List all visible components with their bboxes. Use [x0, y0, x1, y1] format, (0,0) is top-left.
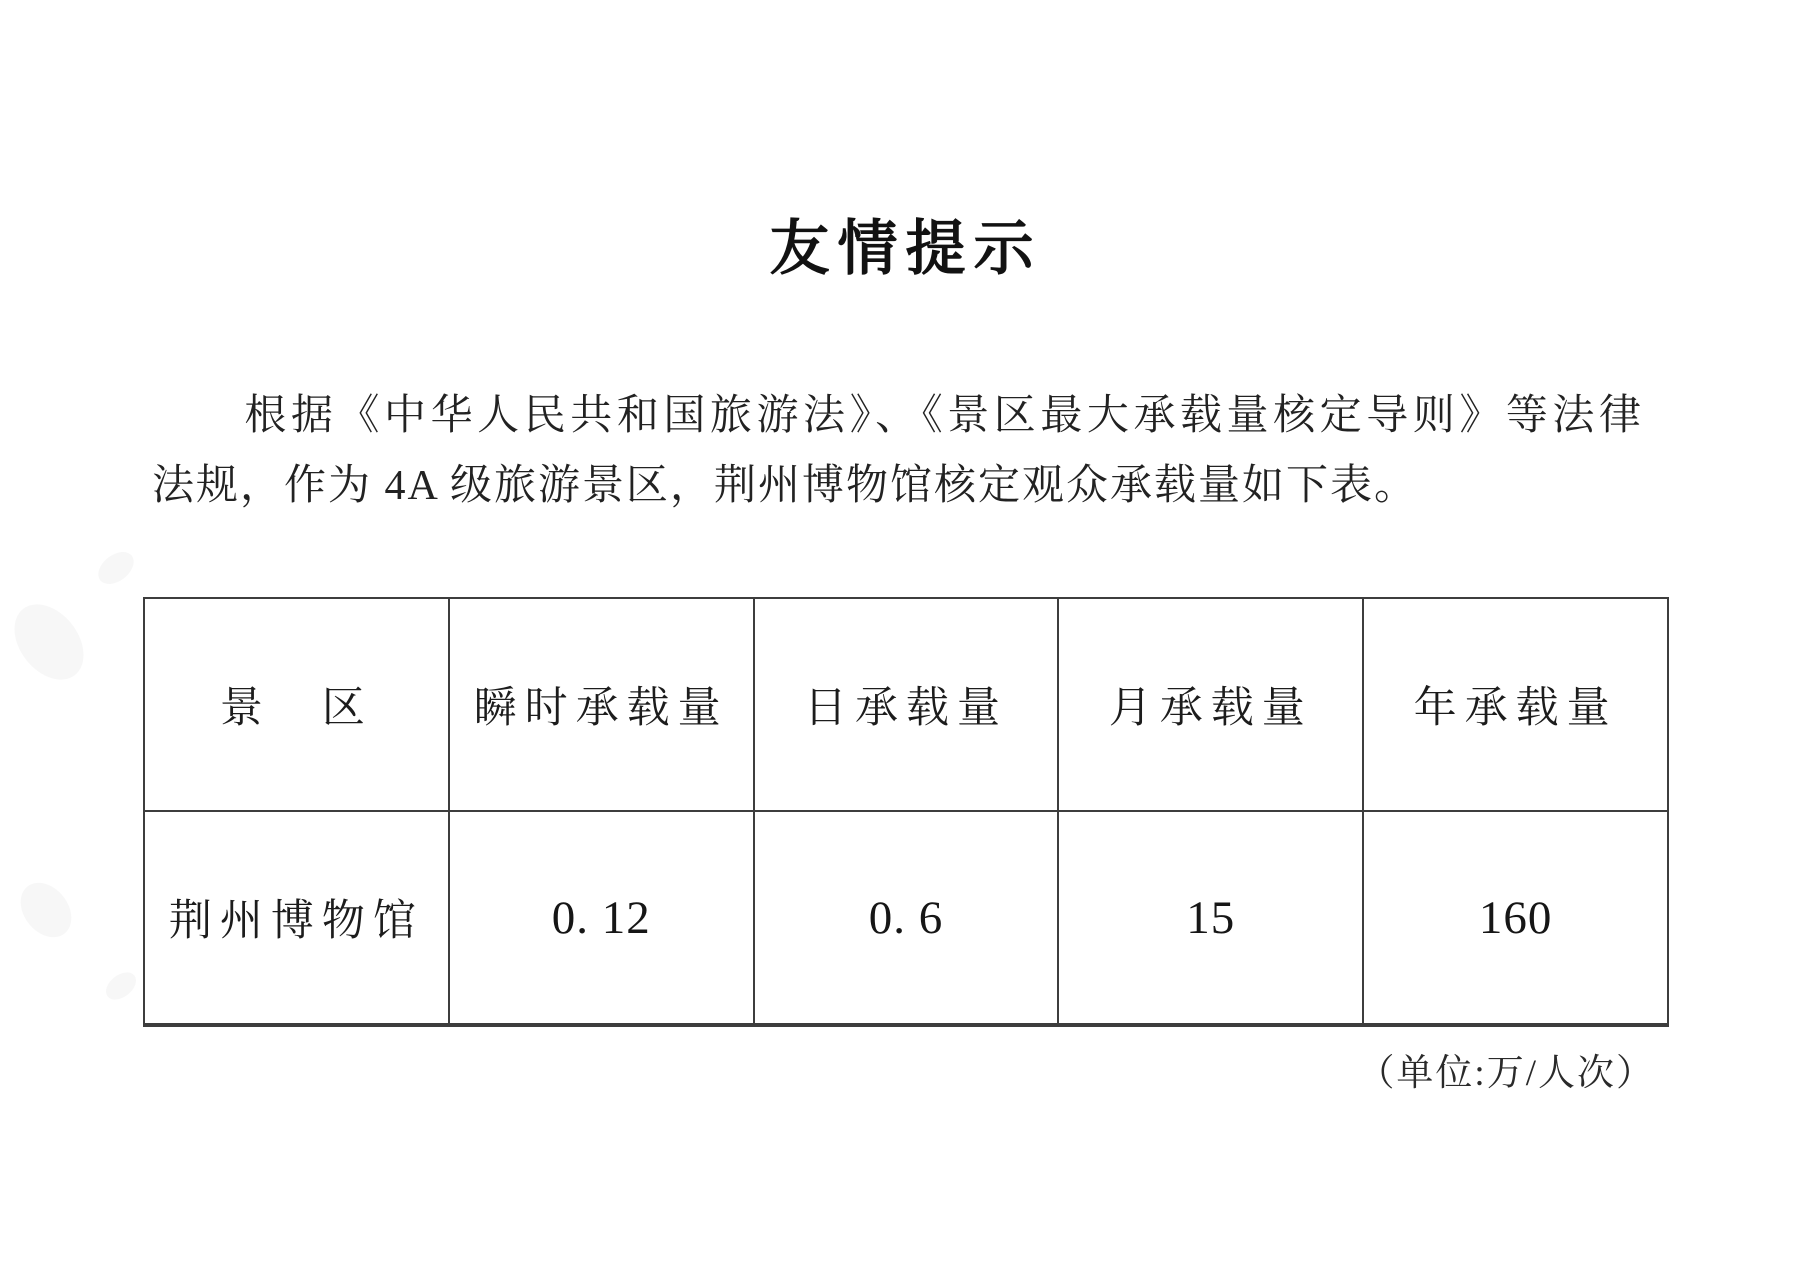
- paragraph-line-2: 法规，作为 4A 级旅游景区，荆州博物馆核定观众承载量如下表。: [152, 463, 1419, 509]
- header-scenic-area: 景 区: [144, 598, 449, 811]
- scan-artifact: [101, 967, 141, 1005]
- header-daily-capacity: 日承载量: [754, 598, 1059, 811]
- paragraph-line-1: 根据《中华人民共和国旅游法》、《景区最大承载量核定导则》等法律: [244, 393, 1643, 439]
- header-instantaneous-capacity: 瞬时承载量: [449, 598, 754, 811]
- table-header-row: [144, 598, 1668, 811]
- header-monthly-capacity: 月承载量: [1058, 598, 1363, 811]
- intro-paragraph: [152, 381, 1643, 521]
- cell-scenic-area: 荆州博物馆: [144, 811, 449, 1025]
- header-yearly-capacity: 年承载量: [1363, 598, 1668, 811]
- scan-artifact: [10, 873, 82, 947]
- table-row: [144, 811, 1668, 1025]
- scan-artifact: [92, 545, 140, 590]
- cell-monthly-capacity: 15: [1058, 811, 1363, 1025]
- page-title: 友情提示: [769, 216, 1042, 282]
- cell-yearly-capacity: 160: [1363, 811, 1668, 1025]
- cell-daily-capacity: 0. 6: [754, 811, 1059, 1025]
- scan-artifact: [0, 591, 97, 693]
- unit-note: （单位:万/人次）: [1357, 1053, 1655, 1094]
- cell-instantaneous-capacity: 0. 12: [449, 811, 754, 1025]
- capacity-table: [143, 597, 1669, 1027]
